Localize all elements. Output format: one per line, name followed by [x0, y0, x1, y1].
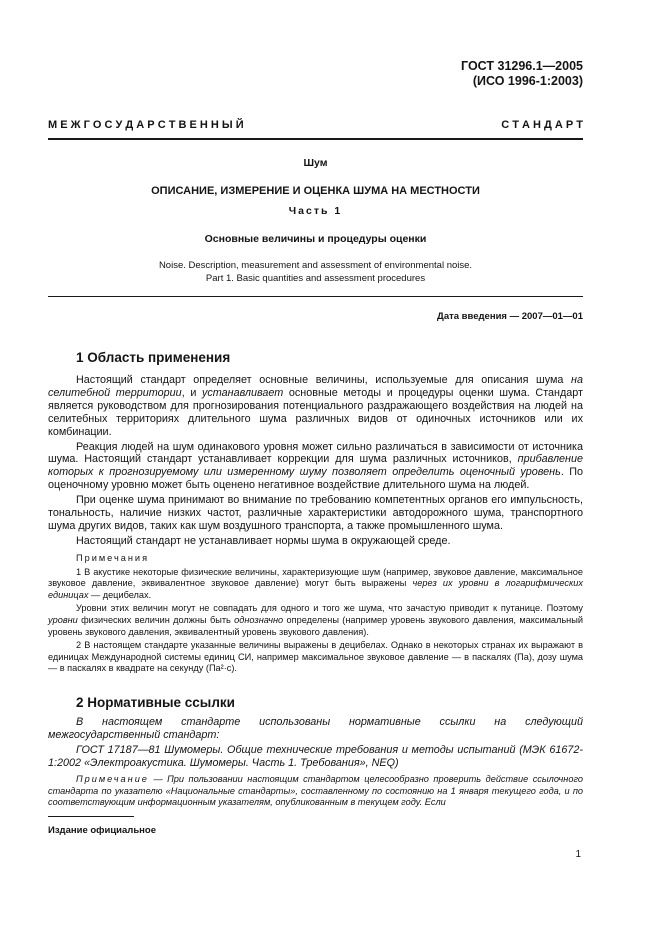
- note-text: — При пользовании настоящим стандартом целесообразно проверить действие ссылочного стандарта по указателю «Национальные стандарты», составленному по состоянию на 1 января текущего года, и по соответствующим информационным указателям, опубликованным в текущем году. Если: [48, 774, 583, 808]
- section-2-body: [48, 716, 583, 772]
- note-1: 1 В акустике некоторые физические величины, характеризующие шум (например, звуковое давление, максимальное звуковое давление, эквивалентное звуковое давление) могут быть выражены через их уровни в логарифмических единицах — децибелах.: [48, 566, 584, 600]
- section-1-paragraph: Настоящий стандарт не устанавливает нормы шума в окружающей среде.: [76, 534, 451, 547]
- notes-label: Примечания: [76, 553, 150, 563]
- section-1-notes: [48, 553, 583, 677]
- banner-word-standard: С Т А Н Д А Р Т: [501, 119, 583, 131]
- banner-word-interstate: М Е Ж Г О С У Д А Р С Т В Е Н Н Ы Й: [48, 119, 244, 131]
- iso-number: (ИСО 1996-1:2003): [472, 74, 583, 88]
- english-title: [48, 259, 583, 285]
- section-2-paragraph: В настоящем стандарте использованы нормативные ссылки на следующий межгосударственный стандарт:: [48, 716, 583, 741]
- section-1-paragraph: При оценке шума принимают во внимание по требованию компетентных органов его импульсность, тональность, наличие низких частот, различные характеристики автодорожного шума, транспортного шума других видов, таких как шум воздушного транспорта, а также промышленного шума.: [48, 494, 583, 532]
- section-2-reference: ГОСТ 17187—81 Шумомеры. Общие технические требования и методы испытаний (МЭК 61672-1:2002 «Электроакустика. Шумомеры. Часть 1. Требования», NEQ): [48, 743, 583, 769]
- section-1-paragraph: Настоящий стандарт определяет основные величины, используемые для описания шума на селитебной территории, и устанавливает основные методы и процедуры оценки шума. Стандарт является руководством для прогнозирования потенциального раздражающего воздействия на людей на селитебных территориях длительного шума различных видов от одиночных источников или их комбинации.: [48, 374, 584, 438]
- note-2: 2 В настоящем стандарте указанные величины выражены в децибелах. Однако в некоторых странах их выражают в единицах Международной системы единиц СИ, например максимальное звуковое давление — в паскалях (Па), дозу шума — в паскалях в квадрате на секунду (Па²·с).: [48, 640, 583, 674]
- introduction-date: Дата введения — 2007—01—01: [437, 311, 583, 322]
- section-1-paragraph: Реакция людей на шум одинакового уровня может сильно различаться в зависимости от источника шума. Настоящий стандарт устанавливает коррекции для шума различных источников, прибавление которых к прогнозируемому или измеренному шуму позволяет определить оценочный уровень. По оценочному уровню может быть оценено негативное воздействие длительного шума на людей.: [48, 440, 583, 492]
- topic-title: Шум: [303, 157, 328, 169]
- section-2-note: [48, 774, 583, 811]
- standard-designation: [461, 59, 583, 89]
- subtitle: Основные величины и процедуры оценки: [204, 233, 427, 245]
- section-1-body: [48, 374, 583, 550]
- official-edition-label: Издание официальное: [48, 825, 156, 836]
- note-1-continuation: Уровни этих величин могут не совпадать для одного и того же шума, что зачастую приводит к путанице. Поэтому уровни физических величин должны быть однозначно определены (например уровень звукового давления, максимальный уровень звукового давления, эквивалентный уровень звукового давления).: [48, 603, 583, 637]
- title-rule: [48, 296, 583, 297]
- english-title-line2: Part 1. Basic quantities and assessment procedures: [205, 273, 426, 284]
- page-number: 1: [575, 849, 581, 860]
- english-title-line1: Noise. Description, measurement and assessment of environmental noise.: [158, 260, 473, 271]
- part-title: Часть 1: [288, 205, 343, 217]
- banner-rule: [48, 138, 583, 140]
- note-label: Примечание: [76, 774, 149, 784]
- section-2-heading: 2 Нормативные ссылки: [76, 695, 235, 710]
- section-1-heading: 1 Область применения: [76, 350, 231, 365]
- footer-rule: [48, 816, 134, 817]
- gost-number: ГОСТ 31296.1—2005: [461, 59, 583, 73]
- main-title: ОПИСАНИЕ, ИЗМЕРЕНИЕ И ОЦЕНКА ШУМА НА МЕСТНОСТИ: [151, 185, 480, 197]
